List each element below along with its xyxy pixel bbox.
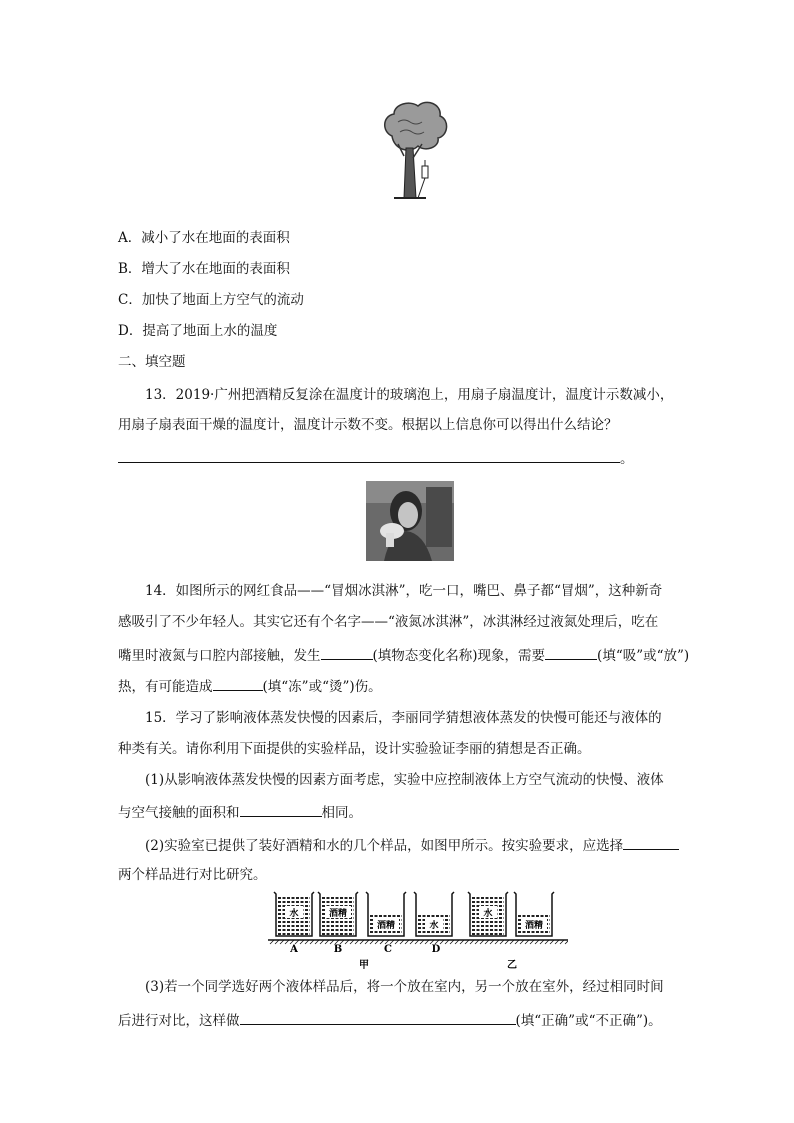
beaker-label-a: A bbox=[290, 944, 298, 955]
beaker-label-d: D bbox=[431, 944, 441, 955]
q14-blank-1[interactable] bbox=[321, 645, 373, 660]
q15-p2-line1: (2)实验室已提供了装好酒精和水的几个样品，如图甲所示。按实验要求，应选择 bbox=[145, 835, 679, 855]
beaker-6 bbox=[514, 892, 554, 936]
q14-blank-2[interactable] bbox=[545, 645, 597, 660]
caption-jia: 甲 bbox=[359, 960, 369, 971]
q13-answer-line bbox=[118, 448, 634, 468]
q15-p3-line1: (3)若一个同学选好两个液体样品后，将一个放在室内，另一个放在室外，经过相同时间 bbox=[145, 979, 664, 995]
option-a: A．减小了水在地面的表面积 bbox=[118, 230, 290, 246]
beaker-liquid-label: 酒精 bbox=[328, 909, 348, 919]
q14-line3: 嘴里时液氮与口腔内部接触，发生 (填物态变化名称)现象，需要 (填“吸”或“放”) bbox=[118, 645, 689, 665]
beaker-5 bbox=[468, 892, 508, 936]
q15-blank-2[interactable] bbox=[623, 835, 679, 850]
caption-yi: 乙 bbox=[507, 960, 517, 971]
ice-cream-photo bbox=[366, 481, 454, 561]
beakers-figure bbox=[268, 888, 568, 972]
q13-end: 。 bbox=[620, 451, 634, 467]
q14-line1: 14．如图所示的网红食品——“冒烟冰淇淋”，吃一口，嘴巴、鼻子都“冒烟”，这种新奇 bbox=[145, 583, 663, 599]
q15-p2-line2: 两个样品进行对比研究。 bbox=[118, 867, 267, 883]
q15-blank-1[interactable] bbox=[240, 802, 322, 817]
beaker-label-b: B bbox=[333, 944, 343, 955]
q15-p1-line1: (1)从影响液体蒸发快慢的因素方面考虑，实验中应控制液体上方空气流动的快慢、液体 bbox=[145, 772, 664, 788]
q15-line1: 15．学习了影响液体蒸发快慢的因素后，李丽同学猜想液体蒸发的快慢可能还与液体的 bbox=[145, 710, 662, 726]
beaker-3 bbox=[366, 892, 406, 936]
tree-illustration bbox=[380, 100, 450, 208]
q13-blank[interactable] bbox=[118, 448, 620, 463]
beaker-liquid-label: 酒精 bbox=[376, 921, 396, 931]
q15-p1-line2: 与空气接触的面积和 相同。 bbox=[118, 802, 362, 822]
beaker-4 bbox=[414, 892, 454, 936]
beaker-liquid-label: 水 bbox=[289, 909, 299, 919]
beaker-liquid-label: 水 bbox=[483, 909, 493, 919]
beaker-liquid-label: 酒精 bbox=[524, 921, 544, 931]
q14-line4: 热，有可能造成 (填“冻”或“烫”)伤。 bbox=[118, 676, 382, 696]
beaker-2 bbox=[318, 892, 358, 936]
option-c: C．加快了地面上方空气的流动 bbox=[118, 292, 304, 308]
beaker-liquid-label: 水 bbox=[429, 921, 439, 931]
q14-line2: 感吸引了不少年轻人。其实它还有个名字——“液氮冰淇淋”，冰淇淋经过液氮处理后，吃在 bbox=[118, 614, 659, 630]
beaker-1 bbox=[274, 892, 314, 936]
q15-line2: 种类有关。请你利用下面提供的实验样品，设计实验验证李丽的猜想是否正确。 bbox=[118, 741, 591, 757]
option-d: D．提高了地面上水的温度 bbox=[118, 323, 278, 339]
beaker-label-c: C bbox=[384, 944, 392, 955]
q13-line1: 13．2019·广州把酒精反复涂在温度计的玻璃泡上，用扇子扇温度计，温度计示数减小， bbox=[145, 387, 674, 403]
option-b: B．增大了水在地面的表面积 bbox=[118, 261, 290, 277]
q15-p3-line2: 后进行对比，这样做 (填“正确”或“不正确”)。 bbox=[118, 1010, 662, 1030]
section-title: 二、填空题 bbox=[118, 354, 186, 370]
q14-blank-3[interactable] bbox=[213, 676, 263, 691]
q15-blank-3[interactable] bbox=[240, 1010, 516, 1025]
q13-line2: 用扇子扇表面干燥的温度计，温度计示数不变。根据以上信息你可以得出什么结论？ bbox=[118, 417, 618, 433]
